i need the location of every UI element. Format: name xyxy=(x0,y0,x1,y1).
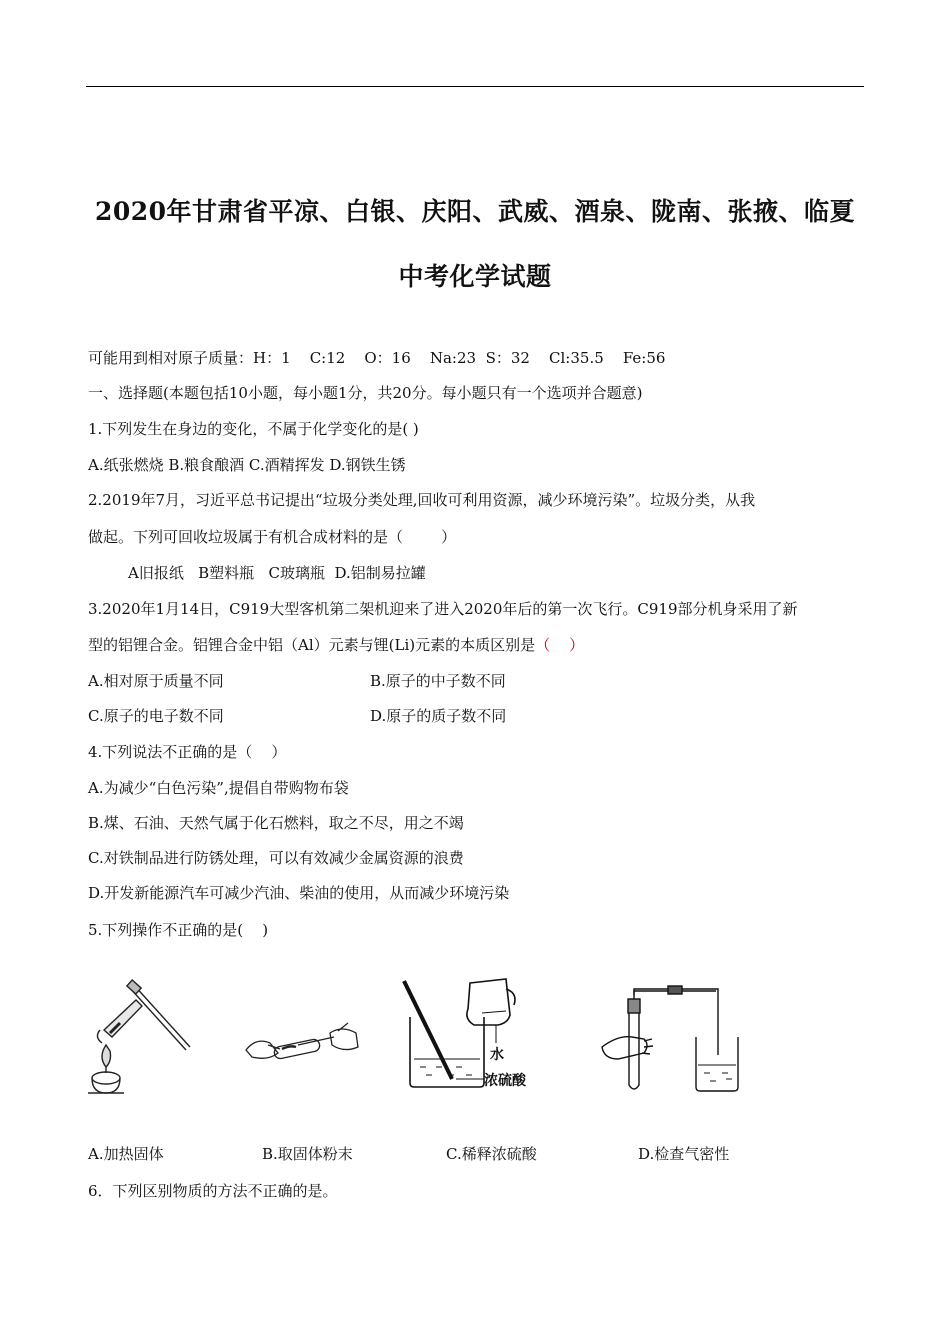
question-2-stem-line1: 2.2019年7月，习近平总书记提出“垃圾分类处理,回收可利用资源，减少环境污染”。垃圾分类，从我 xyxy=(88,491,756,509)
header-rule xyxy=(86,86,864,87)
water-label: 水 xyxy=(490,1047,504,1063)
question-3-stem-line2 xyxy=(88,635,584,655)
question-1-options: A.纸张燃烧 B.粮食酿酒 C.酒精挥发 D.钢铁生锈 xyxy=(88,456,406,474)
heating-solid-figure xyxy=(84,975,194,1095)
page-title-line2: 中考化学试题 xyxy=(398,262,552,291)
question-2-stem-line2: 做起。下列可回收垃圾属于有机合成材料的是（ ） xyxy=(88,528,457,546)
question-3-option-c: C.原子的电子数不同 xyxy=(88,707,224,725)
conc-acid-label: 浓硫酸 xyxy=(484,1073,526,1089)
question-3-answer-paren: （ ） xyxy=(535,636,585,654)
airtightness-figure xyxy=(598,975,748,1100)
question-3-option-b: B.原子的中子数不同 xyxy=(370,672,506,690)
question-3-stem-line1: 3.2020年1月14日，C919大型客机第二架机迎来了进入2020年后的第一次飞行。C919部分机身采用了新 xyxy=(88,600,798,618)
question-5-option-d: D.检查气密性 xyxy=(638,1145,730,1163)
take-powder-figure xyxy=(238,975,368,1095)
atomic-mass-info: 可能用到相对原子质量：H：1 C:12 O：16 Na:23 S：32 Cl:35.5 Fe:56 xyxy=(88,349,666,367)
question-4-option-a: A.为减少“白色污染”,提倡自带购物布袋 xyxy=(88,779,349,797)
question-5-stem: 5.下列操作不正确的是( ) xyxy=(88,921,269,939)
question-4-option-d: D.开发新能源汽车可减少汽油、柴油的使用，从而减少环境污染 xyxy=(88,884,510,902)
question-4-option-c: C.对铁制品进行防锈处理，可以有效减少金属资源的浪费 xyxy=(88,849,464,867)
question-6-stem: 6．下列区别物质的方法不正确的是。 xyxy=(88,1182,338,1200)
question-3-option-d: D.原子的质子数不同 xyxy=(370,707,507,725)
question-2-options: A旧报纸 B塑料瓶 C玻璃瓶 D.铝制易拉罐 xyxy=(128,564,426,582)
question-5-option-b: B.取固体粉末 xyxy=(262,1145,353,1163)
question-4-option-b: B.煤、石油、天然气属于化石燃料，取之不尽，用之不竭 xyxy=(88,814,464,832)
page-title-line1: 2020年甘肃省平凉、白银、庆阳、武威、酒泉、陇南、张掖、临夏 xyxy=(94,197,856,226)
question-3-stem-text: 型的铝锂合金。铝锂合金中铝（Al）元素与锂(Li)元素的本质区别是 xyxy=(88,636,536,654)
question-1-stem: 1.下列发生在身边的变化，不属于化学变化的是( ) xyxy=(88,420,419,438)
question-5-option-c: C.稀释浓硫酸 xyxy=(446,1145,537,1163)
question-5-option-a: A.加热固体 xyxy=(88,1145,164,1163)
dilute-acid-figure xyxy=(396,975,546,1100)
question-4-stem: 4.下列说法不正确的是（ ） xyxy=(88,743,287,761)
question-3-option-a: A.相对原于质量不同 xyxy=(88,672,224,690)
section-heading: 一、选择题(本题包括10小题，每小题1分，共20分。每小题只有一个选项并合题意) xyxy=(88,384,643,402)
